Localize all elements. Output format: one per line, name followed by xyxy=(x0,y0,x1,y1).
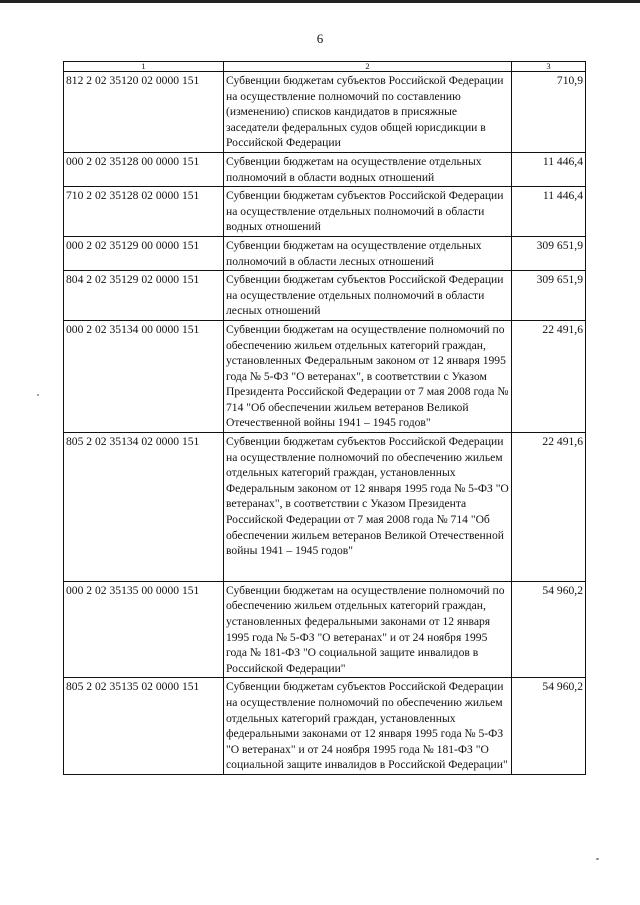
table-header-row xyxy=(64,62,586,72)
row-amount: 11 446,4 xyxy=(512,152,586,186)
table-row xyxy=(64,72,586,153)
row-code: 000 2 02 35135 00 0000 151 xyxy=(64,581,224,678)
table-row xyxy=(64,236,586,270)
row-description: Субвенции бюджетам субъектов Российской Федерации на осуществление полномочий по обеспечению жильем отдельных категорий граждан, установленных Федеральным законом от 12 января 1995 года № 5-ФЗ "О ветеранах", в соответствии с Указом Президента Российской Федерации от 7 мая 2008 года № 714 "Об обеспечении жильем ветеранов Великой Отечественной войны 1941 – 1945 годов" xyxy=(224,433,512,582)
row-code: 000 2 02 35128 00 0000 151 xyxy=(64,152,224,186)
row-description: Субвенции бюджетам субъектов Российской Федерации на осуществление полномочий по составлению (изменению) списков кандидатов в присяжные заседатели федеральных судов общей юрисдикции в Российской Федерации xyxy=(224,72,512,153)
scan-speck xyxy=(596,858,599,860)
header-col-2: 2 xyxy=(224,62,512,72)
page-number: 6 xyxy=(316,31,324,46)
row-amount: 54 960,2 xyxy=(512,678,586,775)
scan-speck xyxy=(37,394,39,396)
row-amount: 309 651,9 xyxy=(512,236,586,270)
row-code: 812 2 02 35120 02 0000 151 xyxy=(64,72,224,153)
row-amount: 309 651,9 xyxy=(512,271,586,321)
row-description: Субвенции бюджетам на осуществление полномочий по обеспечению жильем отдельных категорий граждан, установленных Федеральным законом от 12 января 1995 года № 5-ФЗ "О ветеранах", в соответствии с Указом Президента Российской Федерации от 7 мая 2008 года № 714 "Об обеспечении жильем ветеранов Великой Отечественной войны 1941 – 1945 годов" xyxy=(224,320,512,432)
row-amount: 22 491,6 xyxy=(512,320,586,432)
row-amount: 22 491,6 xyxy=(512,433,586,582)
row-code: 000 2 02 35134 00 0000 151 xyxy=(64,320,224,432)
row-code: 710 2 02 35128 02 0000 151 xyxy=(64,187,224,237)
row-code: 804 2 02 35129 02 0000 151 xyxy=(64,271,224,321)
row-description: Субвенции бюджетам на осуществление отдельных полномочий в области лесных отношений xyxy=(224,236,512,270)
table-row xyxy=(64,320,586,432)
header-col-1: 1 xyxy=(64,62,224,72)
row-description: Субвенции бюджетам на осуществление полномочий по обеспечению жильем отдельных категорий граждан, установленных федеральными законами от 12 января 1995 года № 5-ФЗ "О ветеранах" и от 24 ноября 1995 года № 181-ФЗ "О социальной защите инвалидов в Российской Федерации" xyxy=(224,581,512,678)
row-code: 805 2 02 35135 02 0000 151 xyxy=(64,678,224,775)
row-description: Субвенции бюджетам субъектов Российской Федерации на осуществление отдельных полномочий в области водных отношений xyxy=(224,187,512,237)
row-code: 000 2 02 35129 00 0000 151 xyxy=(64,236,224,270)
table-row xyxy=(64,271,586,321)
table-row xyxy=(64,433,586,582)
table-row xyxy=(64,152,586,186)
row-code: 805 2 02 35134 02 0000 151 xyxy=(64,433,224,582)
top-rule xyxy=(0,0,640,3)
row-description: Субвенции бюджетам на осуществление отдельных полномочий в области водных отношений xyxy=(224,152,512,186)
table-row xyxy=(64,678,586,775)
budget-table xyxy=(63,61,586,775)
header-col-3: 3 xyxy=(512,62,586,72)
row-amount: 11 446,4 xyxy=(512,187,586,237)
row-amount: 54 960,2 xyxy=(512,581,586,678)
row-description: Субвенции бюджетам субъектов Российской Федерации на осуществление отдельных полномочий в области лесных отношений xyxy=(224,271,512,321)
table-row xyxy=(64,581,586,678)
row-amount: 710,9 xyxy=(512,72,586,153)
row-description: Субвенции бюджетам субъектов Российской Федерации на осуществление полномочий по обеспечению жильем отдельных категорий граждан, установленных федеральными законами от 12 января 1995 года № 5-ФЗ "О ветеранах" и от 24 ноября 1995 года № 181-ФЗ "О социальной защите инвалидов в Российской Федерации" xyxy=(224,678,512,775)
table-row xyxy=(64,187,586,237)
